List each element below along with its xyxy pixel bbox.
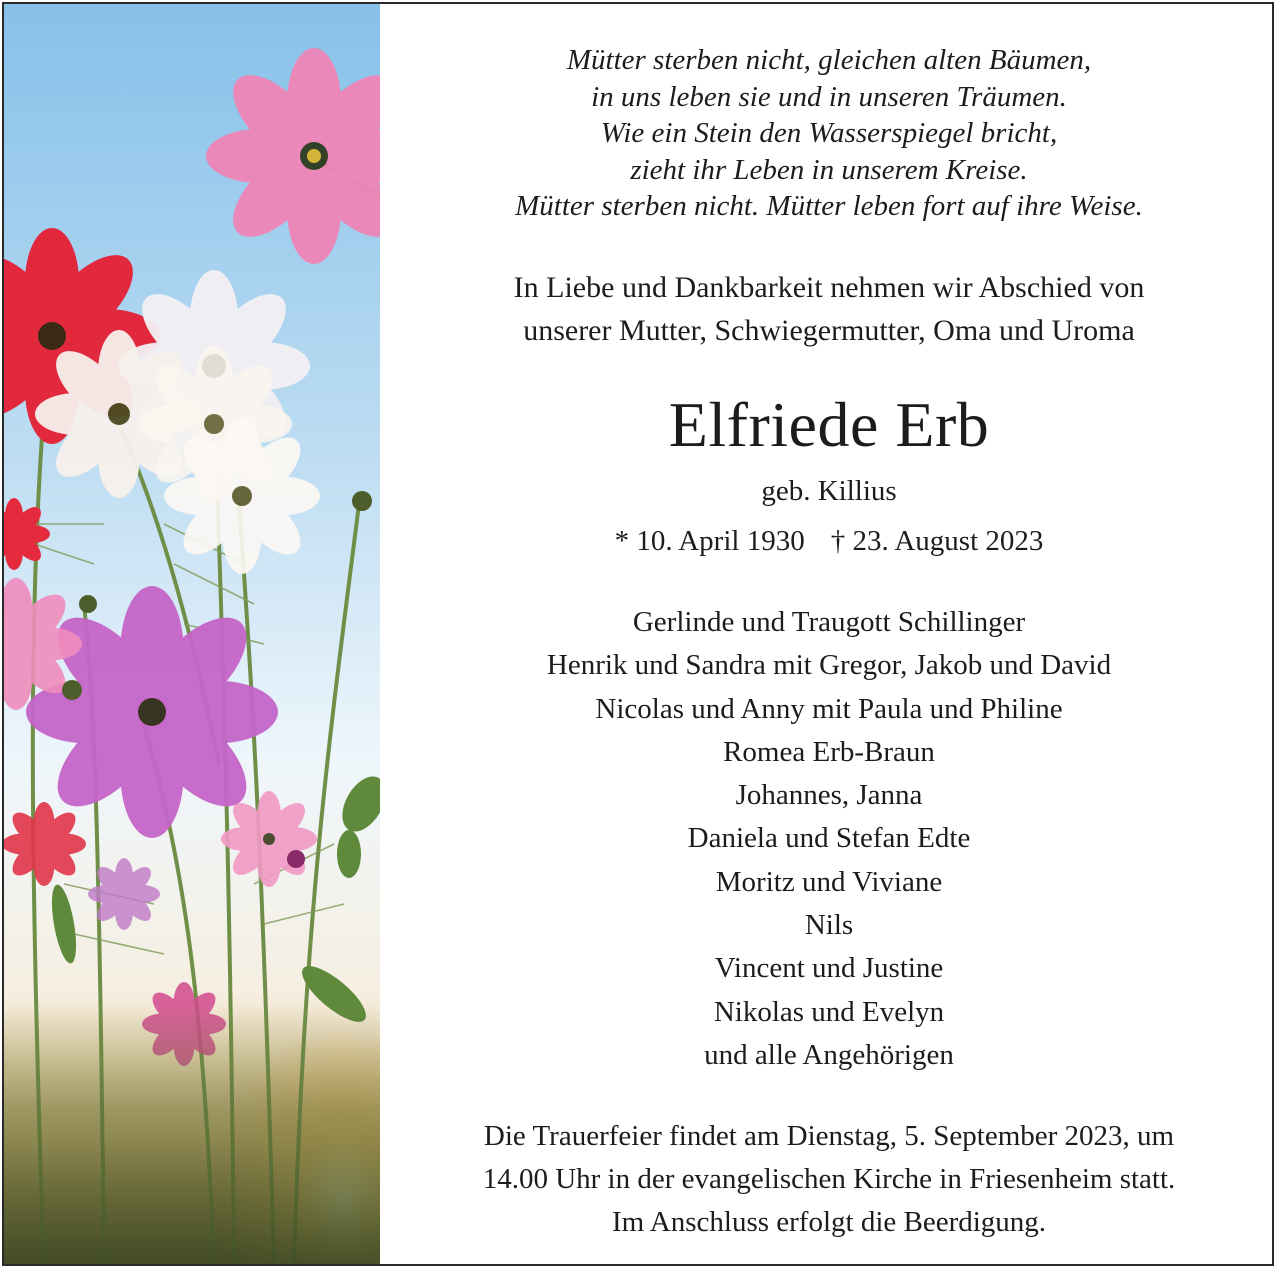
list-item: Nils <box>804 909 854 942</box>
cosmos-flower-image <box>4 4 380 1266</box>
deceased-name: Elfriede Erb <box>668 389 990 460</box>
poem <box>384 42 1274 225</box>
intro-line: unserer Mutter, Schwiegermutter, Oma und Uroma <box>523 314 1135 347</box>
service-line: 14.00 Uhr in der evangelischen Kirche in Friesenheim statt. <box>482 1163 1176 1195</box>
poem-line: Mütter sterben nicht, gleichen alten Bäumen, <box>566 44 1092 76</box>
farewell-intro <box>384 266 1274 352</box>
list-item: Johannes, Janna <box>735 779 923 812</box>
funeral-service-info <box>384 1115 1274 1244</box>
list-item: und alle Angehörigen <box>704 1038 954 1071</box>
obituary-notice <box>2 2 1274 1266</box>
list-item: Daniela und Stefan Edte <box>687 822 971 855</box>
poem-line: in uns leben sie und in unseren Träumen. <box>591 80 1067 113</box>
birth-date: * 10. April 1930 <box>614 525 805 557</box>
list-item: Romea Erb-Braun <box>723 735 935 768</box>
list-item: Moritz und Viviane <box>715 865 943 898</box>
notice-text <box>384 4 1274 1266</box>
poem-line: zieht ihr Leben in unserem Kreise. <box>630 153 1028 186</box>
service-line: Die Trauerfeier findet am Dienstag, 5. September 2023, um <box>483 1120 1175 1152</box>
intro-line: In Liebe und Dankbarkeit nehmen wir Abschied von <box>513 271 1145 304</box>
service-line: Im Anschluss erfolgt die Beerdigung. <box>611 1206 1047 1238</box>
poem-line: Wie ein Stein den Wasserspiegel bricht, <box>600 117 1058 149</box>
list-item: Nikolas und Evelyn <box>713 995 945 1028</box>
list-item: Nicolas und Anny mit Paula und Philine <box>595 692 1063 725</box>
birth-name: geb. Killius <box>761 475 897 507</box>
list-item: Vincent und Justine <box>714 952 944 985</box>
list-item: Henrik und Sandra mit Gregor, Jakob und David <box>546 649 1112 682</box>
mourners-list <box>384 601 1274 1077</box>
death-date: † 23. August 2023 <box>830 525 1044 557</box>
poem-line: Mütter sterben nicht. Mütter leben fort auf ihre Weise. <box>515 190 1143 222</box>
life-dates <box>384 521 1274 561</box>
list-item: Gerlinde und Traugott Schillinger <box>632 606 1026 638</box>
